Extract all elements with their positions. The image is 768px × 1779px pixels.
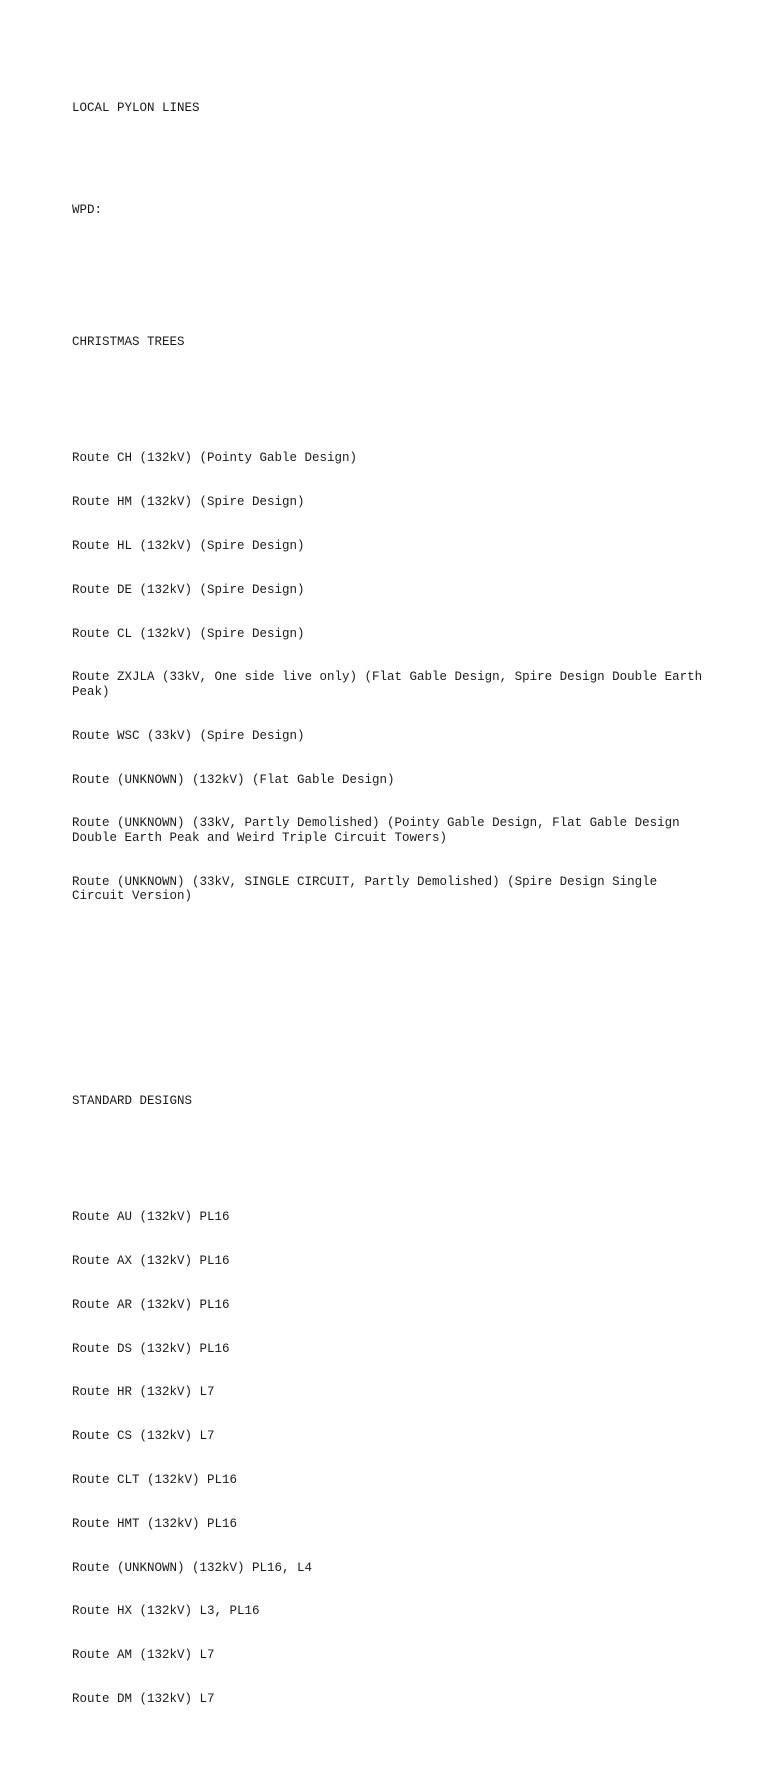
route-item: Route AX (132kV) PL16 [72, 1254, 230, 1269]
spacer [72, 378, 712, 393]
operator-label: WPD: [72, 203, 103, 218]
route-list [72, 1181, 712, 1736]
section-heading: CHRISTMAS TREES [72, 334, 185, 349]
route-item: Route (UNKNOWN) (132kV) PL16, L4 [72, 1560, 313, 1575]
route-item: Route HM (132kV) (Spire Design) [72, 495, 305, 510]
route-item: Route CLT (132kV) PL16 [72, 1473, 238, 1487]
route-item: Route DS (132kV) PL16 [72, 1341, 230, 1356]
spacer [72, 1006, 712, 1021]
route-item: Route HL (132kV) (Spire Design) [72, 539, 305, 553]
section-christmas-trees [72, 306, 712, 963]
document-title: LOCAL PYLON LINES [72, 101, 200, 116]
spacer [72, 145, 712, 174]
document-page [72, 72, 712, 1779]
route-item: Route ZXJLA (33kV, One side live only) (Flat Gable Design, Spire Design Double Earth Peak) [72, 670, 710, 699]
route-item: Route (UNKNOWN) (33kV, SINGLE CIRCUIT, Partly Demolished) (Spire Design Single Circuit Version) [72, 874, 665, 904]
route-item: Route (UNKNOWN) (33kV, Partly Demolished) (Pointy Gable Design, Flat Gable Design Double Earth Peak and Weird Triple Circuit Towers) [72, 816, 688, 845]
section-heading: STANDARD DESIGNS [72, 1093, 193, 1108]
spacer [72, 1137, 712, 1152]
route-item: Route CL (132kV) (Spire Design) [72, 626, 305, 641]
route-item: Route AU (132kV) PL16 [72, 1210, 230, 1225]
route-item: Route (UNKNOWN) (132kV) (Flat Gable Design) [72, 772, 395, 787]
route-item: Route HR (132kV) L7 [72, 1385, 215, 1400]
route-item: Route WSC (33kV) (Spire Design) [72, 728, 305, 743]
route-item: Route AR (132kV) PL16 [72, 1297, 230, 1312]
route-item: Route DM (132kV) L7 [72, 1691, 215, 1706]
route-item: Route CH (132kV) (Pointy Gable Design) [72, 451, 358, 466]
route-list [72, 422, 712, 933]
spacer [72, 247, 712, 262]
route-item: Route CS (132kV) L7 [72, 1429, 215, 1444]
route-item: Route HMT (132kV) PL16 [72, 1516, 238, 1531]
route-item: Route HX (132kV) L3, PL16 [72, 1604, 260, 1619]
section-standard-designs [72, 1064, 712, 1765]
route-item: Route AM (132kV) L7 [72, 1648, 215, 1663]
route-item: Route DE (132kV) (Spire Design) [72, 582, 305, 597]
